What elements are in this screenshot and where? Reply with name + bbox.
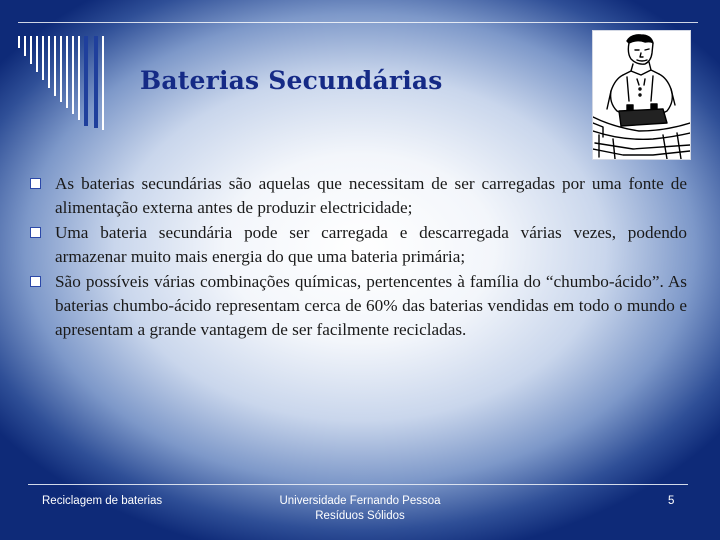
hollow-square-bullet-icon bbox=[30, 276, 41, 287]
bullet-prefix: As bbox=[55, 174, 82, 193]
mechanic-with-car-battery-clipart bbox=[592, 30, 691, 160]
footer-center-text bbox=[250, 494, 470, 524]
page-number: 5 bbox=[668, 495, 675, 507]
footer-university: Universidade Fernando Pessoa bbox=[279, 495, 441, 507]
decorative-top-line bbox=[18, 22, 698, 26]
hollow-square-bullet-icon bbox=[30, 227, 41, 238]
footer-divider bbox=[28, 484, 688, 485]
mechanic-with-car-battery-icon bbox=[593, 31, 690, 159]
bullet-emphasis: baterias secundárias bbox=[81, 174, 222, 193]
bullet-text: Uma bateria secundária pode ser carregada e descarregada várias vezes, podendo armazenar muito mais energia do que uma bateria primária; bbox=[55, 223, 687, 266]
bullet-item bbox=[30, 172, 687, 220]
bullet-item bbox=[30, 270, 687, 342]
bullet-text: são aquelas que necessitam de ser carregadas por uma fonte de alimentação externa antes de produzir electricidade; bbox=[55, 174, 687, 217]
footer-course: Resíduos Sólidos bbox=[315, 510, 405, 522]
bullet-text: São possíveis várias combinações químicas, pertencentes à família do “chumbo-ácido”. As baterias chumbo-ácido representam cerca de 60% das baterias vendidas em todo o mundo e apresentam a grande vantagem de ser facilmente recicladas. bbox=[55, 272, 687, 339]
bullet-item bbox=[30, 221, 687, 269]
slide-title: Baterias Secundárias bbox=[140, 66, 443, 95]
footer-left-text: Reciclagem de baterias bbox=[42, 495, 163, 507]
hollow-square-bullet-icon bbox=[30, 178, 41, 189]
bullet-list bbox=[30, 172, 687, 343]
